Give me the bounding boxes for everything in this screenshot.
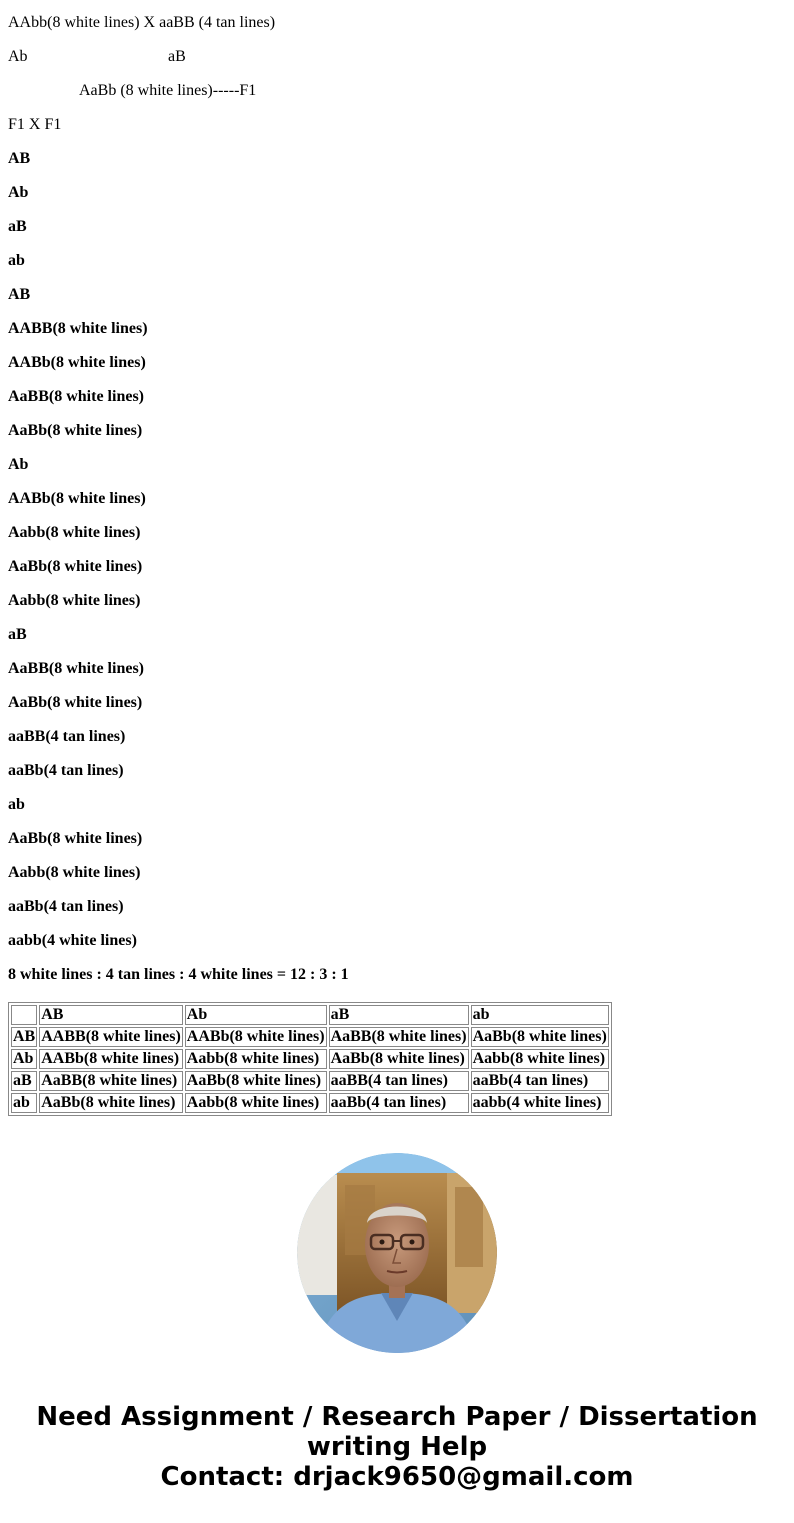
table-cell: AaBb(8 white lines) bbox=[39, 1093, 183, 1113]
table-cell: Aabb(8 white lines) bbox=[185, 1049, 327, 1069]
table-row bbox=[11, 1027, 609, 1047]
table-row-header: AB bbox=[13, 1028, 36, 1045]
genotype-line: 8 white lines : 4 tan lines : 4 white lines = 12 : 3 : 1 bbox=[8, 966, 349, 983]
genotype-line: AaBb(8 white lines) bbox=[8, 422, 143, 439]
table-cell: AaBB(8 white lines) bbox=[39, 1071, 183, 1091]
table-header-cell: AB bbox=[39, 1005, 183, 1025]
genotype-line: ab bbox=[8, 252, 25, 269]
table-row-header: aB bbox=[11, 1071, 37, 1091]
avatar-photo bbox=[297, 1153, 497, 1353]
genotype-line: aaBB(4 tan lines) bbox=[8, 728, 126, 745]
genotype-line: ab bbox=[8, 796, 25, 813]
table-cell: Aabb(8 white lines) bbox=[185, 1093, 327, 1113]
table-header-cell bbox=[11, 1005, 37, 1025]
f1-cross: F1 X F1 bbox=[8, 116, 62, 133]
table-cell: AaBb(8 white lines) bbox=[329, 1049, 469, 1069]
genotype-line: aB bbox=[8, 218, 27, 235]
table-cell: AaBb(8 white lines) bbox=[472, 1028, 607, 1045]
table-cell: AaBb(8 white lines) bbox=[185, 1071, 327, 1091]
genotype-line: Aabb(8 white lines) bbox=[8, 524, 141, 541]
table-cell: aaBb(4 tan lines) bbox=[329, 1093, 469, 1113]
genotype-line: Aabb(8 white lines) bbox=[8, 864, 141, 881]
genotype-line: Aabb(8 white lines) bbox=[8, 592, 141, 609]
table-cell: AABb(8 white lines) bbox=[186, 1028, 325, 1045]
table-header-cell: ab bbox=[471, 1005, 609, 1025]
f1-generation: AaBb (8 white lines)-----F1 bbox=[79, 82, 257, 99]
genotype-line: Ab bbox=[8, 456, 29, 473]
table-row-header: Ab bbox=[11, 1049, 37, 1069]
table-cell: Aabb(8 white lines) bbox=[471, 1049, 609, 1069]
genotype-line: aB bbox=[8, 626, 27, 643]
genotype-line: AABb(8 white lines) bbox=[8, 354, 146, 371]
genotype-line: AaBb(8 white lines) bbox=[8, 694, 143, 711]
genotype-line: AABB(8 white lines) bbox=[8, 320, 148, 337]
genotype-line: AaBB(8 white lines) bbox=[8, 660, 144, 677]
gamete-right: aB bbox=[168, 48, 186, 65]
punnett-square-table bbox=[8, 1002, 612, 1116]
table-cell: AABb(8 white lines) bbox=[39, 1049, 183, 1069]
table-row-header: ab bbox=[11, 1093, 37, 1113]
genotype-line: AB bbox=[8, 150, 31, 167]
parental-gametes bbox=[8, 48, 186, 66]
author-avatar bbox=[297, 1153, 497, 1353]
table-cell: aaBb(4 tan lines) bbox=[471, 1071, 609, 1091]
genotype-line: AaBB(8 white lines) bbox=[8, 388, 144, 405]
table-row bbox=[11, 1071, 609, 1091]
table-cell: AABB(8 white lines) bbox=[41, 1028, 181, 1045]
table-row bbox=[11, 1049, 609, 1069]
table-row bbox=[11, 1093, 609, 1113]
genotype-line: AaBb(8 white lines) bbox=[8, 558, 143, 575]
table-header-row bbox=[11, 1005, 609, 1025]
footer-line-1: Need Assignment / Research Paper / Dissertation bbox=[36, 1402, 758, 1432]
genotype-line: aaBb(4 tan lines) bbox=[8, 762, 124, 779]
table-cell: AaBB(8 white lines) bbox=[330, 1028, 467, 1045]
genotype-line: AB bbox=[8, 286, 31, 303]
contact-banner bbox=[0, 1402, 794, 1492]
gamete-left: Ab bbox=[8, 48, 28, 65]
genotype-line: aabb(4 white lines) bbox=[8, 932, 137, 949]
table-header-cell: aB bbox=[329, 1005, 469, 1025]
table-cell: aaBB(4 tan lines) bbox=[329, 1071, 469, 1091]
table-header-cell: Ab bbox=[185, 1005, 327, 1025]
genotype-line: Ab bbox=[8, 184, 29, 201]
genotype-line: AABb(8 white lines) bbox=[8, 490, 146, 507]
footer-line-2: writing Help bbox=[306, 1432, 488, 1462]
table-cell: aabb(4 white lines) bbox=[471, 1093, 609, 1113]
genotype-line: aaBb(4 tan lines) bbox=[8, 898, 124, 915]
parental-cross: AAbb(8 white lines) X aaBB (4 tan lines) bbox=[8, 14, 276, 31]
footer-contact: Contact: drjack9650@gmail.com bbox=[160, 1462, 634, 1492]
genotype-line: AaBb(8 white lines) bbox=[8, 830, 143, 847]
